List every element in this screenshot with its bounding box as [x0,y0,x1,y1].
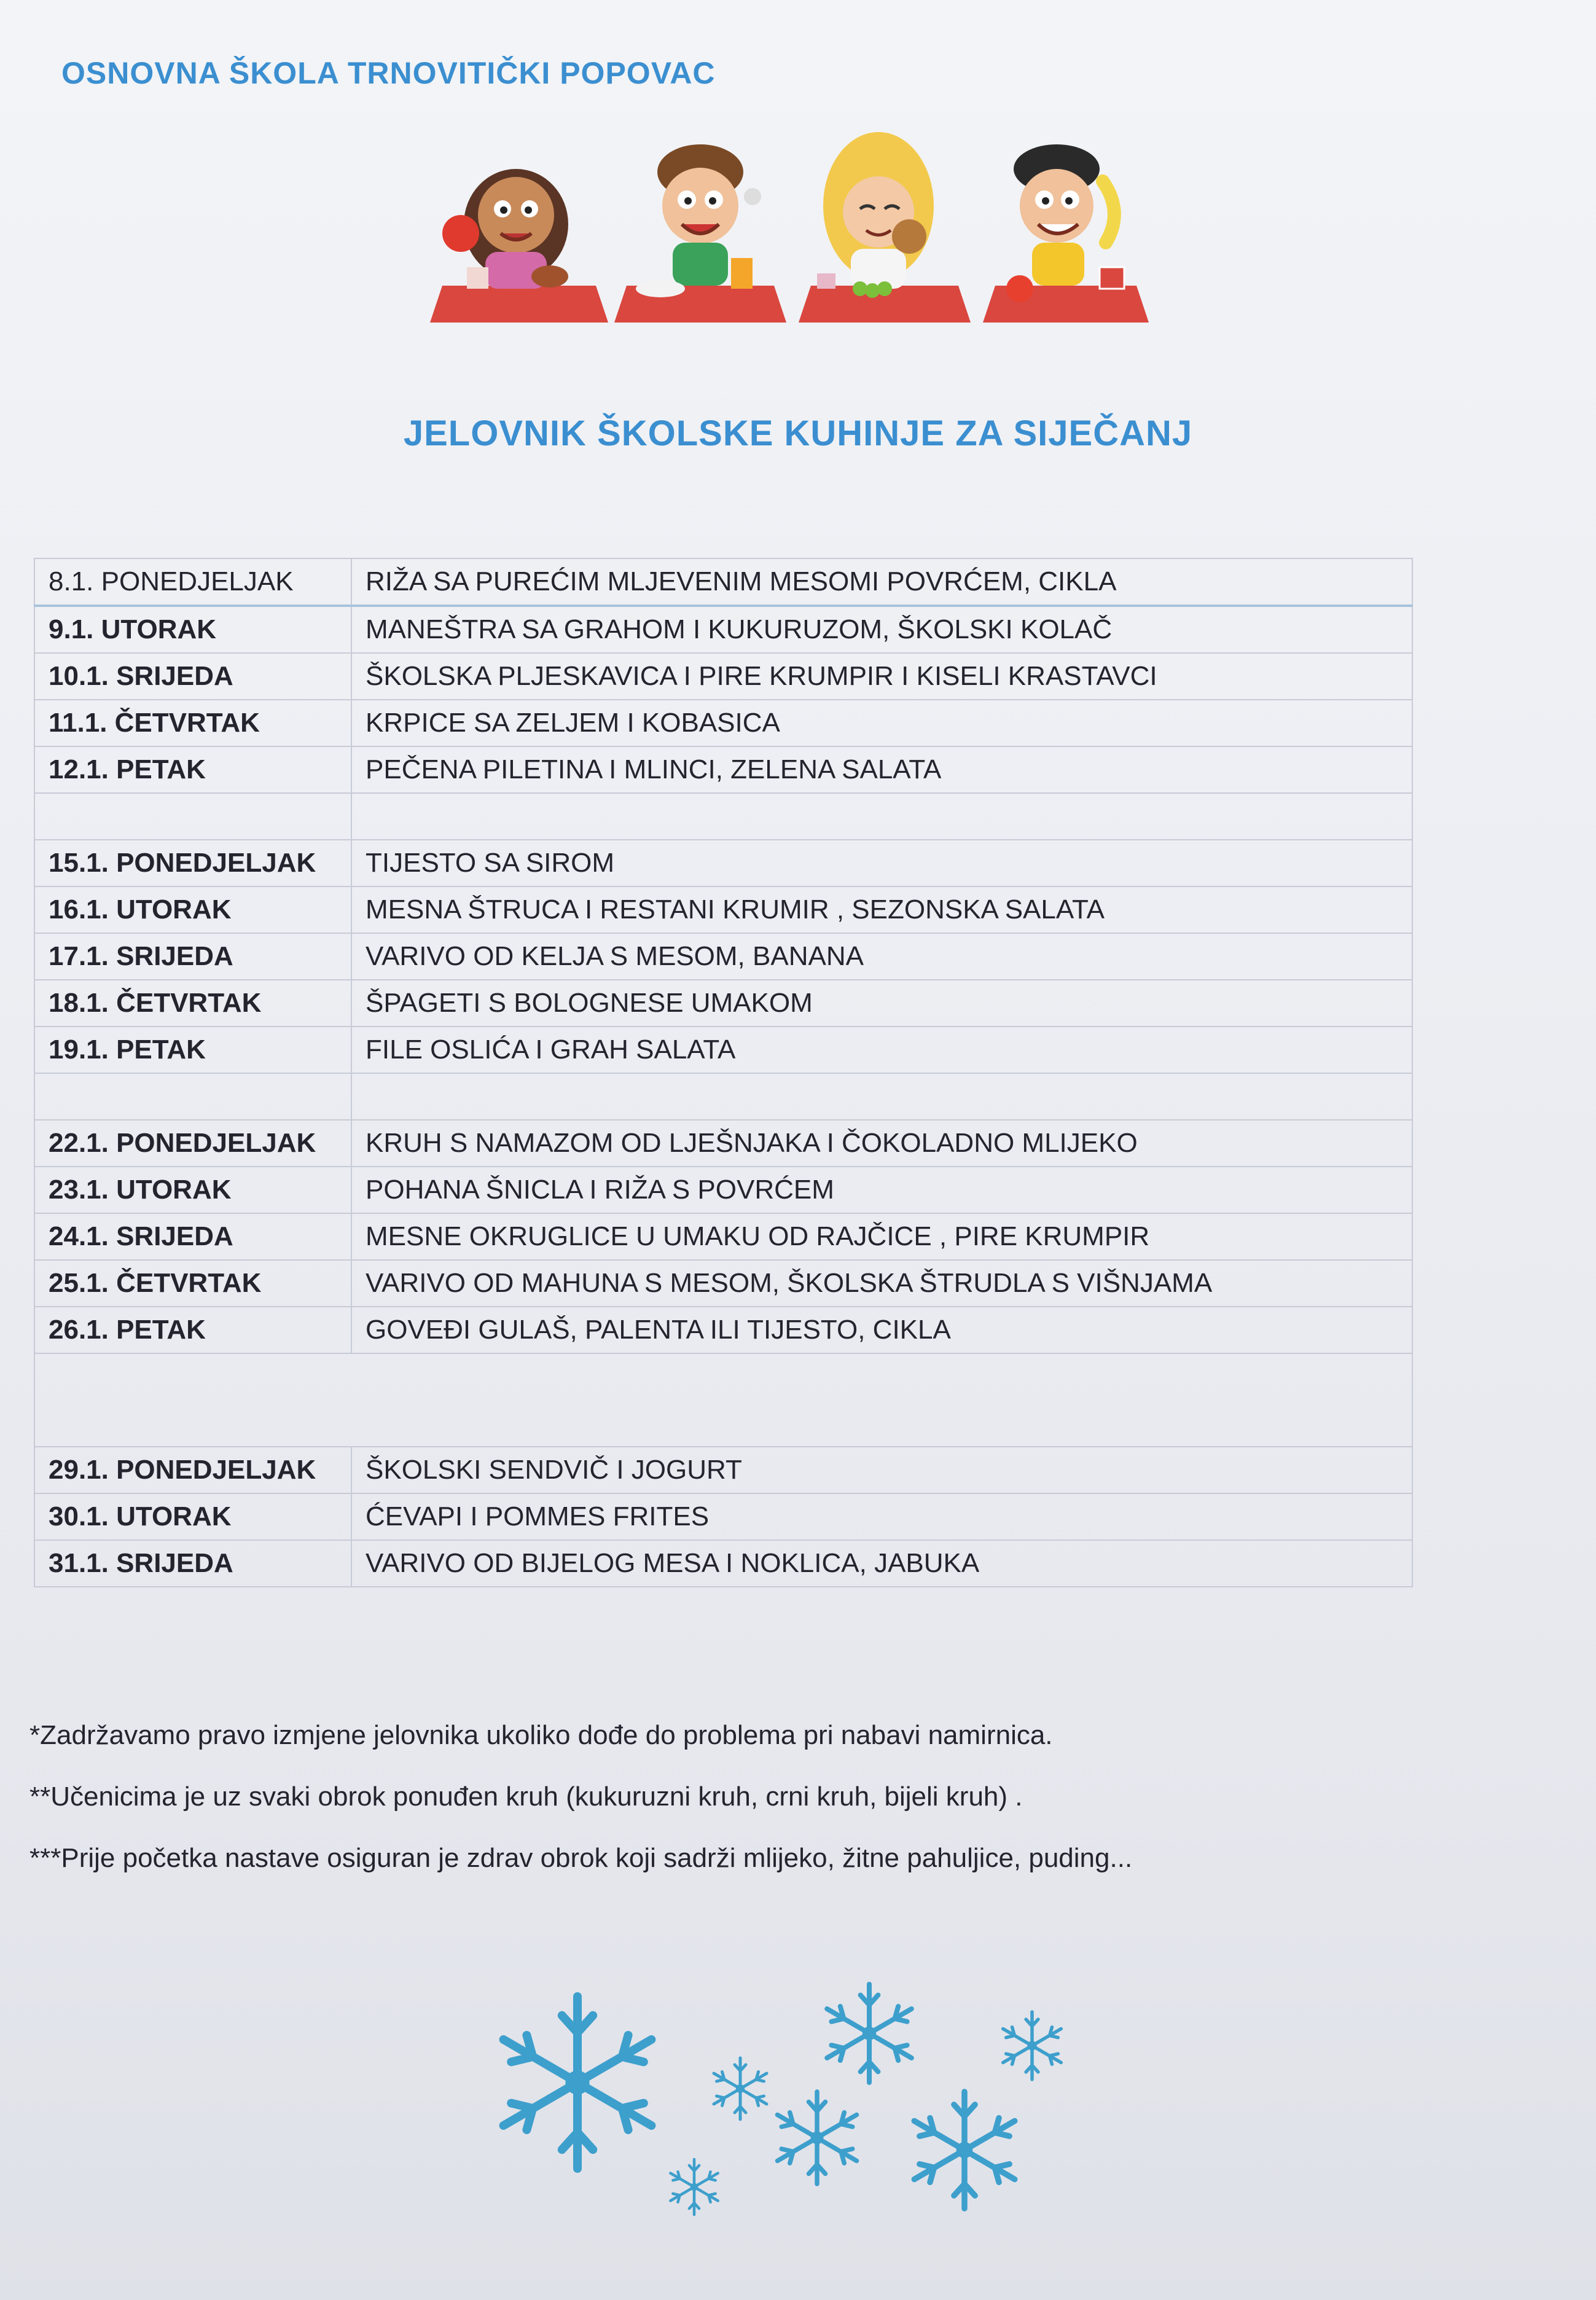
table-row [34,886,1412,933]
meal-cell: GOVEĐI GULAŠ, PALENTA ILI TIJESTO, CIKLA [351,1307,1412,1353]
snowflake-icon [670,2159,718,2215]
day-cell: 10.1. SRIJEDA [34,653,351,700]
meal-cell: POHANA ŠNICLA I RIŽA S POVRĆEM [351,1167,1412,1213]
menu-title: JELOVNIK ŠKOLSKE KUHINJE ZA SIJEČANJ [403,413,1193,453]
girl-with-apple-icon [430,169,608,323]
empty-row [34,1353,1412,1447]
meal-cell: RIŽA SA PUREĆIM MLJEVENIM MESOMI POVRĆEM, CIKLA [351,558,1412,606]
snowflake-icon [714,2058,767,2119]
day-cell: 18.1. ČETVRTAK [34,980,351,1027]
day-cell: 15.1. PONEDJELJAK [34,840,351,886]
day-cell: 31.1. SRIJEDA [34,1540,351,1587]
empty-cell [34,1353,1412,1447]
day-cell: 29.1. PONEDJELJAK [34,1447,351,1493]
meal-cell: MESNA ŠTRUCA I RESTANI KRUMIR , SEZONSKA SALATA [351,886,1412,933]
table-row [34,700,1412,746]
table-row [34,1447,1412,1493]
table-row [34,653,1412,700]
empty-cell [351,1073,1412,1120]
boy-with-banana-icon [983,144,1149,323]
day-cell: 23.1. UTORAK [34,1167,351,1213]
table-row [34,980,1412,1027]
meal-cell: ŠPAGETI S BOLOGNESE UMAKOM [351,980,1412,1027]
school-name: OSNOVNA ŠKOLA TRNOVITIČKI POPOVAC [61,56,716,90]
table-row [34,1120,1412,1167]
empty-cell [34,1073,351,1120]
empty-cell [351,793,1412,840]
table-row [34,933,1412,980]
table-row [34,606,1412,653]
snowflake-icon [827,1984,912,2083]
meal-cell: VARIVO OD BIJELOG MESA I NOKLICA, JABUKA [351,1540,1412,1587]
note-menu-changes: *Zadržavamo pravo izmjene jelovnika ukoliko dođe do problema pri nabavi namirnica. [29,1720,1053,1750]
table-row [34,1167,1412,1213]
table-row [34,1493,1412,1540]
table-row [34,1307,1412,1353]
table-row [34,1540,1412,1587]
notes [29,1720,1132,1904]
day-cell: 30.1. UTORAK [34,1493,351,1540]
table-row [34,1260,1412,1307]
day-cell: 11.1. ČETVRTAK [34,700,351,746]
day-cell: 17.1. SRIJEDA [34,933,351,980]
meal-cell: VARIVO OD KELJA S MESOM, BANANA [351,933,1412,980]
day-cell: 9.1. UTORAK [34,606,351,653]
meal-cell: VARIVO OD MAHUNA S MESOM, ŠKOLSKA ŠTRUDLA S VIŠNJAMA [351,1260,1412,1307]
note-breakfast: ***Prije početka nastave osiguran je zdrav obrok koji sadrži mlijeko, žitne pahuljice, puding... [29,1843,1133,1873]
day-cell: 26.1. PETAK [34,1307,351,1353]
meal-cell: KRPICE SA ZELJEM I KOBASICA [351,700,1412,746]
day-cell: 19.1. PETAK [34,1027,351,1073]
meal-cell: MANEŠTRA SA GRAHOM I KUKURUZOM, ŠKOLSKI KOLAČ [351,606,1412,653]
menu-table [34,558,1413,1587]
boy-with-spoon-icon [614,144,786,323]
table-row [34,1027,1412,1073]
snowflake-icon [1003,2012,1062,2079]
day-cell: 12.1. PETAK [34,746,351,793]
empty-cell [34,793,351,840]
note-bread: **Učenicima je uz svaki obrok ponuđen kruh (kukuruzni kruh, crni kruh, bijeli kruh) . [29,1782,1023,1812]
empty-row [34,1073,1412,1120]
table-row [34,746,1412,793]
meal-cell: TIJESTO SA SIROM [351,840,1412,886]
day-cell: 22.1. PONEDJELJAK [34,1120,351,1167]
blonde-girl-icon [799,132,971,323]
day-cell: 24.1. SRIJEDA [34,1213,351,1260]
snowflakes-decoration [479,1978,1093,2224]
snowflake-icon [914,2092,1014,2208]
meal-cell: FILE OSLIĆA I GRAH SALATA [351,1027,1412,1073]
meal-cell: ŠKOLSKI SENDVIČ I JOGURT [351,1447,1412,1493]
meal-cell: PEČENA PILETINA I MLINCI, ZELENA SALATA [351,746,1412,793]
snowflake-icon [504,1997,652,2169]
table-row [34,840,1412,886]
meal-cell: MESNE OKRUGLICE U UMAKU OD RAJČICE , PIRE KRUMPIR [351,1213,1412,1260]
meal-cell: ŠKOLSKA PLJESKAVICA I PIRE KRUMPIR I KISELI KRASTAVCI [351,653,1412,700]
empty-row [34,793,1412,840]
snowflake-icon [778,2092,857,2184]
day-cell: 25.1. ČETVRTAK [34,1260,351,1307]
meal-cell: KRUH S NAMAZOM OD LJEŠNJAKA I ČOKOLADNO MLIJEKO [351,1120,1412,1167]
table-row [34,558,1412,606]
kids-eating-illustration [424,120,1155,323]
table-row [34,1213,1412,1260]
day-cell: 8.1. PONEDJELJAK [34,558,351,606]
meal-cell: ĆEVAPI I POMMES FRITES [351,1493,1412,1540]
day-cell: 16.1. UTORAK [34,886,351,933]
